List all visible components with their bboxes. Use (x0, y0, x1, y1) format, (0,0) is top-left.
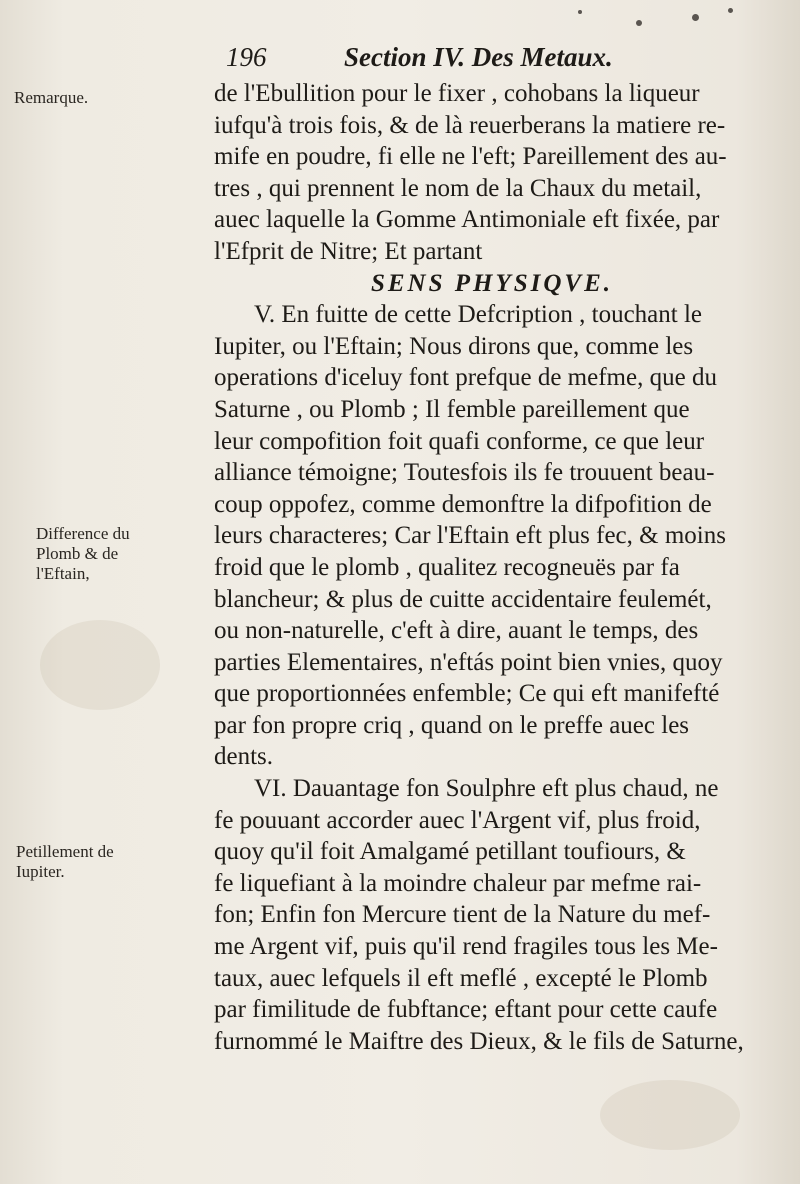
text-line: fon; Enfin fon Mercure tient de la Nature du mef- (214, 901, 711, 929)
text-line: mife en poudre, fi elle ne l'eft; Pareillement des au- (214, 143, 727, 171)
text-line: fe liquefiant à la moindre chaleur par mefme rai- (214, 869, 702, 897)
ink-speck (636, 20, 642, 26)
text-line: l'Efprit de Nitre; Et partant (214, 237, 483, 265)
page-number: 196 (226, 42, 267, 72)
running-header (226, 42, 786, 78)
running-title: Section IV. Des Metaux. (344, 42, 613, 72)
text-line: Saturne , ou Plomb ; Il femble pareillement que (214, 395, 690, 423)
text-line: froid que le plomb , qualitez recogneuës par fa (214, 553, 680, 581)
text-line: Iupiter, ou l'Eftain; Nous dirons que, comme les (214, 332, 694, 360)
text-line: quoy qu'il foit Amalgamé petillant toufiours, & (214, 838, 686, 866)
ink-speck (578, 10, 582, 14)
text-line: ou non-naturelle, c'eft à dire, auant le temps, des (214, 617, 699, 645)
text-line: coup oppofez, comme demonftre la difpofition de (214, 490, 712, 518)
margin-note-line: Petillement de (16, 842, 114, 861)
margin-note-line: Plomb & de (36, 544, 119, 563)
paragraph-start: VI. Dauantage fon Soulphre eft plus chaud, ne (254, 775, 719, 803)
text-line: de l'Ebullition pour le fixer , cohobans la liqueur (214, 80, 700, 107)
text-line: par fon propre criq , quand on le preffe auec les (214, 711, 690, 739)
margin-note-line: Iupiter. (16, 862, 65, 881)
text-line: auec laquelle la Gomme Antimoniale eft fixée, par (214, 206, 720, 234)
section-heading: SENS PHYSIQVE. (370, 269, 614, 297)
margin-note-line: Remarque. (14, 88, 89, 107)
text-line: operations d'iceluy font prefque de mefme, que du (214, 364, 717, 392)
text-line: furnommé le Maiftre des Dieux, & le fils de Saturne, (214, 1027, 744, 1055)
paper-stain (600, 1080, 740, 1150)
margin-note-line: Difference du (36, 524, 130, 543)
body-text (214, 78, 770, 1057)
text-line: fe pouuant accorder auec l'Argent vif, plus froid, (214, 806, 701, 834)
text-line: leurs characteres; Car l'Eftain eft plus fec, & moins (214, 522, 726, 550)
ink-speck (728, 8, 733, 13)
paper-stain (40, 620, 160, 710)
margin-note-difference (36, 524, 130, 584)
text-line: iufqu'à trois fois, & de là reuerberans la matiere re- (214, 111, 726, 139)
text-line: dents. (214, 743, 274, 771)
text-line: tres , qui prennent le nom de la Chaux du metail, (214, 174, 702, 202)
text-line: par fimilitude de fubftance; eftant pour cette caufe (214, 996, 718, 1024)
text-line: leur compofition foit quafi conforme, ce que leur (214, 427, 705, 455)
text-line: alliance témoigne; Toutesfois ils fe trouuent beau- (214, 459, 715, 487)
text-line: que proportionnées enfemble; Ce qui eft manifefté (214, 680, 720, 708)
margin-note-line: l'Eftain, (36, 564, 90, 583)
margin-note-remarque (14, 88, 88, 108)
text-line: parties Elementaires, n'eftás point bien vnies, quoy (214, 648, 723, 676)
text-line: blancheur; & plus de cuitte accidentaire feulemét, (214, 585, 712, 613)
ink-speck (692, 14, 699, 21)
paragraph-start: V. En fuitte de cette Defcription , touchant le (254, 301, 702, 329)
margin-note-petillement (16, 842, 114, 882)
text-line: me Argent vif, puis qu'il rend fragiles tous les Me- (214, 933, 718, 961)
text-line: taux, auec lefquels il eft meflé , excepté le Plomb (214, 964, 708, 992)
